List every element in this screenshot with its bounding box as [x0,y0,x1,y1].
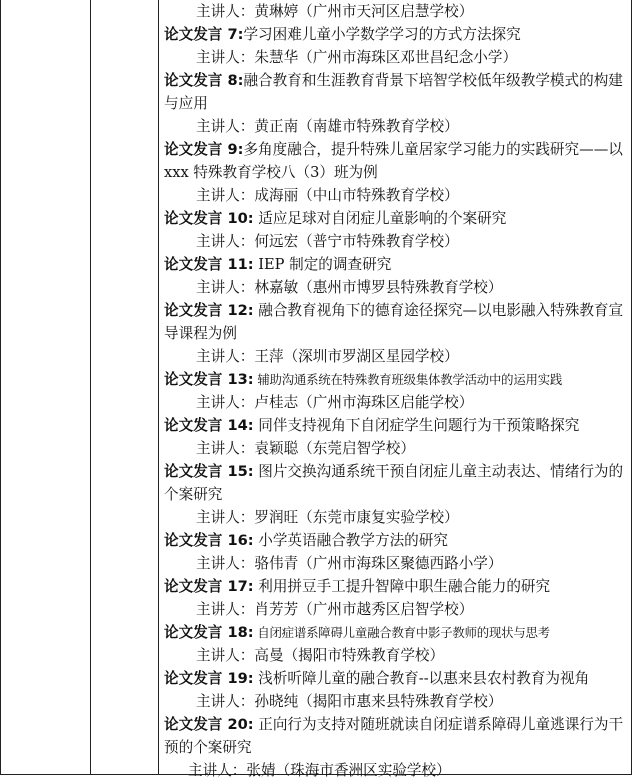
speaker-line: 主讲人：林嘉敏（惠州市博罗县特殊教育学校） [196,279,503,296]
paper-label: 论文发言 15: [164,463,254,480]
speaker-line: 主讲人：骆伟青（广州市海珠区聚德西路小学） [196,555,503,572]
paper-title: 浅析听障儿童的融合教育--以惠来县农村教育为视角 [253,670,590,687]
paper-label: 论文发言 8: [164,72,244,89]
speaker-line: 主讲人：何远宏（普宁市特殊教育学校） [196,233,459,250]
speaker-line: 主讲人：卢桂志（广州市海珠区启能学校） [196,394,474,411]
speaker-line: 主讲人：肖芳芳（广州市越秀区启智学校） [196,601,474,618]
paper-entry [164,529,626,552]
paper-entry [164,713,626,759]
table-column-divider [158,0,159,774]
paper-label: 论文发言 11: [164,256,254,273]
paper-title: 辅助沟通系统在特殊教育班级集体教学活动中的运用实践 [253,372,563,387]
paper-label: 论文发言 14: [164,417,254,434]
speaker-line: 主讲人：孙晓纯（揭阳市惠来县特殊教育学校） [196,693,503,710]
paper-label: 论文发言 10: [164,210,254,227]
paper-entry [164,414,626,437]
speaker-line: 主讲人：王萍（深圳市罗湖区星园学校） [196,348,459,365]
paper-title: 小学英语融合教学方法的研究 [253,532,448,549]
paper-entry [164,23,626,46]
paper-title: 适应足球对自闭症儿童影响的个案研究 [253,210,507,227]
speaker-line: 主讲人：高曼（揭阳市特殊教育学校） [196,647,445,664]
paper-title: 自闭症谱系障碍儿童融合教育中影子教师的现状与思考 [253,625,550,640]
paper-label: 论文发言 18: [164,624,254,641]
paper-title: 多角度融合，提升特殊儿童居家学习能力的实践研究——以 xxx 特殊教育学校八（3）班为例 [164,141,623,181]
paper-label: 论文发言 13: [164,371,254,388]
speaker-line: 主讲人：朱慧华（广州市海珠区邓世昌纪念小学） [196,49,518,66]
speaker-line: 主讲人：黄琳婷（广州市天河区启慧学校） [196,3,474,20]
paper-label: 论文发言 20: [164,716,254,733]
paper-label: 论文发言 16: [164,532,254,549]
paper-entry [164,575,626,598]
paper-entry [164,207,626,230]
table-border-left [0,0,1,774]
paper-entry [164,667,626,690]
table-column-divider [90,0,91,774]
paper-entry [164,299,626,345]
speaker-line: 主讲人：张婧（珠海市香洲区实验学校） [188,762,451,779]
paper-label: 论文发言 9: [164,141,244,158]
paper-title: 同伴支持视角下自闭症学生问题行为干预策略探究 [253,417,580,434]
paper-label: 论文发言 12: [164,302,254,319]
paper-entry [164,621,626,644]
paper-title: 融合教育和生涯教育背景下培智学校低年级教学模式的构建与应用 [164,72,623,112]
paper-entry [164,69,626,115]
paper-label: 论文发言 7: [164,26,244,43]
paper-label: 论文发言 19: [164,670,254,687]
paper-entry [164,368,626,391]
paper-entry [164,253,626,276]
paper-label: 论文发言 17: [164,578,254,595]
paper-entry [164,460,626,506]
speaker-line: 主讲人：罗润旺（东莞市康复实验学校） [196,509,459,526]
paper-title: 正向行为支持对随班就读自闭症谱系障碍儿童逃课行为干预的个案研究 [164,716,624,756]
speaker-line: 主讲人：黄正南（南雄市特殊教育学校） [196,118,459,135]
paper-title: 图片交换沟通系统干预自闭症儿童主动表达、情绪行为的个案研究 [164,463,624,503]
paper-entry [164,138,626,184]
paper-title: 学习困难儿童小学数学学习的方式方法探究 [243,26,521,43]
table-cell-content [164,0,626,782]
paper-title: IEP 制定的调查研究 [253,256,392,273]
paper-title: 利用拼豆手工提升智障中职生融合能力的研究 [253,578,551,595]
speaker-line: 主讲人：袁颖聪（东莞启智学校） [196,440,415,457]
paper-title: 融合教育视角下的德育途径探究—以电影融入特殊教育宣导课程为例 [164,302,624,342]
speaker-line: 主讲人：成海丽（中山市特殊教育学校） [196,187,459,204]
